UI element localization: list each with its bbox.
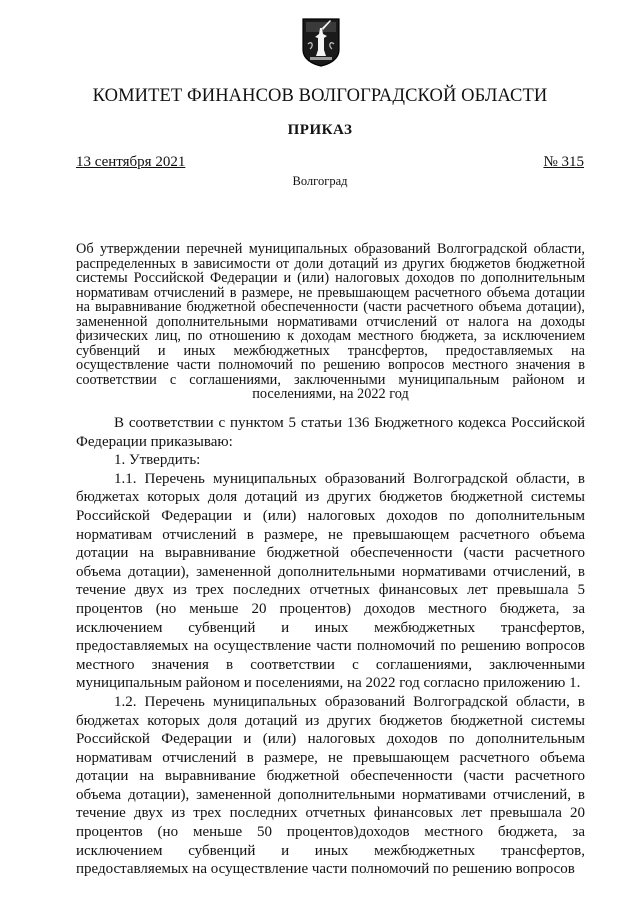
document-city: Волгоград [292,174,348,188]
document-type: ПРИКАЗ [287,122,353,138]
clause-1-1: 1.1. Перечень муниципальных образований Волгоградской области, в бюджетах которых доля дотаций из других бюджетов бюджетной системы Российской Федерации и (или) налоговых доходов по дополнительным нормативам отчислений в размере, не превышающем расчетного объема дотации на выравнивание бюджетной обеспеченности (части расчетного объема дотации), замененной дополнительными нормативами отчислений, в течение двух из трех последних отчетных финансовых лет превышала 5 процентов (но меньше 20 процентов) доходов местного бюджета, за исключением субвенций и иных межбюджетных трансфертов, предоставляемых на осуществление части полномочий по решению вопросов местного значения в соответствии с соглашениями, заключенными муниципальным районом и поселениями, на 2022 год согласно приложению 1. [76,470,585,692]
document-number: № 315 [543,154,584,170]
clause-1-2: 1.2. Перечень муниципальных образований Волгоградской области, в бюджетах которых доля дотаций из других бюджетов бюджетной системы Российской Федерации и (или) налоговых доходов по дополнительным нормативам отчислений в размере, не превышающем расчетного объема дотации на выравнивание бюджетной обеспеченности (части расчетного объема дотации), замененной дополнительными нормативами отчислений, в течение двух из трех последних отчетных финансовых лет превышала 20 процентов (но меньше 50 процентов)доходов местного бюджета, за исключением субвенций и иных межбюджетных трансфертов, предоставляемых на осуществление части полномочий по решению вопросов [76,693,585,878]
document-date: 13 сентября 2021 [76,154,186,170]
preamble-paragraph: В соответствии с пунктом 5 статьи 136 Бюджетного кодекса Российской Федерации приказываю: [76,415,585,450]
volgograd-coat-of-arms-icon [300,16,342,68]
approve-item: 1. Утвердить: [114,452,201,469]
document-body [76,414,585,879]
organization-name: КОМИТЕТ ФИНАНСОВ ВОЛГОГРАДСКОЙ ОБЛАСТИ [92,86,548,106]
document-subject: Об утверждении перечней муниципальных образований Волгоградской области, распределенных в зависимости от доли дотаций из других бюджетов бюджетной системы Российской Федерации и (или) налоговых доходов по дополнительным нормативам отчислений в размере, не превышающем расчетного объема дотации на выравнивание бюджетной обеспеченности (части расчетного объема дотации), замененной дополнительными нормативами отчислений от налога на доходы физических лиц, по отношению к доходам местного бюджета, за исключением субвенций и иных межбюджетных трансфертов, предоставляемых на осуществление части полномочий по решению вопросов местного значения в соответствии с соглашениями, заключенными муниципальным районом и поселениями, на 2022 год [76,241,585,402]
